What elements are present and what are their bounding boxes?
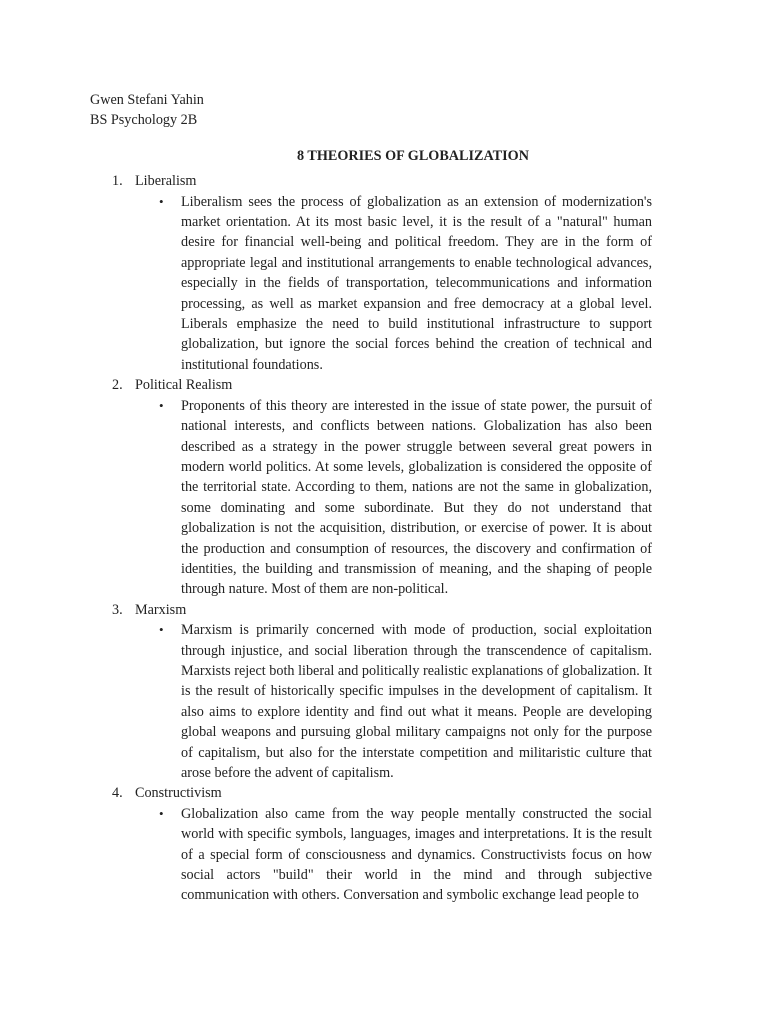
theory-points (135, 804, 652, 906)
bullet-icon: • (159, 193, 164, 209)
theory-name: Marxism (135, 601, 187, 618)
theory-item-marxism (90, 600, 652, 784)
paragraph-text: Globalization also came from the way people mentally constructed the social world with specific symbols, languages, images and interpretations. It is the result of a special form of consciousness and dynamics. Constructivists focus on how social actors "build" their world in the mind and through subjective communication with others. Conversation and symbolic exchange lead people to (181, 805, 652, 904)
bullet-icon: • (159, 397, 164, 413)
theory-name: Political Realism (135, 377, 233, 394)
bullet-point (159, 620, 652, 783)
theory-item-political-realism (90, 375, 652, 599)
list-number: 2. (112, 377, 123, 394)
bullet-point (159, 192, 652, 376)
theory-points (135, 396, 652, 600)
list-number: 1. (112, 173, 123, 190)
bullet-point (159, 804, 652, 906)
theory-item-liberalism (90, 171, 652, 375)
class-section: BS Psychology 2B (90, 112, 198, 129)
theory-name: Constructivism (135, 785, 222, 802)
theories-list (90, 171, 652, 906)
list-number: 3. (112, 601, 123, 618)
list-number: 4. (112, 785, 123, 802)
theory-item-constructivism (90, 783, 652, 905)
theory-points (135, 192, 652, 376)
paragraph-text: Proponents of this theory are interested in the issue of state power, the pursuit of national interests, and conflicts between nations. Globalization has also been described as a strategy in the power struggle between several great powers in modern world politics. At some levels, globalization is considered the opposite of the territorial state. According to them, nations are not the same in globalization, some dominating and some subordinate. But they do not understand that globalization is not the acquisition, distribution, or exercise of power. It is about the production and consumption of resources, the discovery and confirmation of identities, the building and transmission of meaning, and the shaping of people through nature. Most of them are non-political. (181, 397, 652, 598)
theory-points (135, 620, 652, 783)
bullet-icon: • (159, 622, 164, 638)
bullet-point (159, 396, 652, 600)
paragraph-text: Liberalism sees the process of globalization as an extension of modernization's market orientation. At its most basic level, it is the result of a "natural" human desire for financial well-being and political freedom. They are in the form of appropriate legal and institutional arrangements to enable technological advances, especially in the fields of transportation, telecommunications and information processing, as well as market expansion and free democracy at a global level. Liberals emphasize the need to build institutional infrastructure to support globalization, but ignore the social forces behind the creation of technical and institutional foundations. (181, 193, 652, 373)
bullet-icon: • (159, 805, 164, 821)
paragraph-text: Marxism is primarily concerned with mode of production, social exploitation through injustice, and social liberation through the transcendence of capitalism. Marxists reject both liberal and politically realistic explanations of globalization. It is the result of historically specific impulses in the development of capitalism. It also aims to explore identity and find out what it means. People are developing global weapons and pursuing global military campaigns not only for the purpose of capitalism, but also for the interstate competition and militaristic culture that arose before the advent of capitalism. (181, 622, 652, 781)
document-title: 8 THEORIES OF GLOBALIZATION (297, 147, 529, 164)
theory-name: Liberalism (135, 173, 197, 190)
author-name: Gwen Stefani Yahin (90, 92, 204, 108)
